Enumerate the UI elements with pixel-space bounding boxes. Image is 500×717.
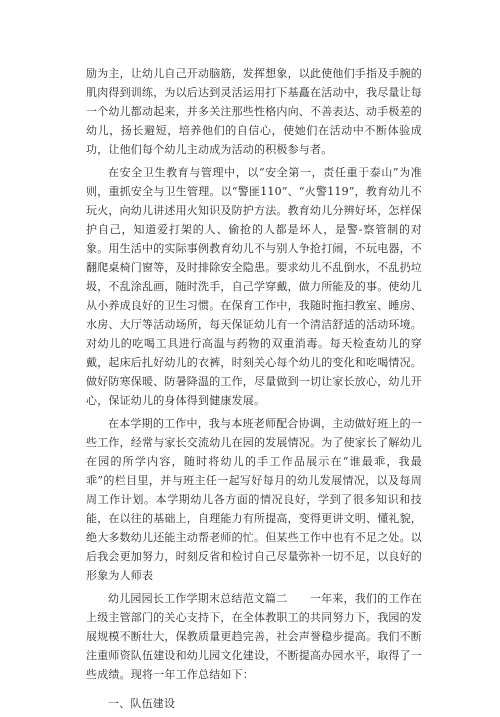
paragraph-1: 励为主，让幼儿自己开动脑筋，发挥想象，以此使他们手指及手腕的肌肉得到训练，为以后达到灵活运用打下基矗在活动中，我尽量让每一个幼儿都动起来，并多关注那些性格内向、不善表达、动手极差的幼儿，扬长避短，培养他们的自信心，使她们在活动中不断体验成功，让他们每个幼儿主动成为活动的积极参与者。 [86,67,422,156]
document-body [86,64,422,717]
section-heading-team: 一、队伍建设 [108,697,176,710]
paragraph-4-summary-intro: 幼儿园园长工作学期末总结范文篇二 一年来，我们的工作在上级主管部门的关心支持下，在全体教职工的共同努力下，我园的发展规模不断壮大，保教质量更趋完善，社会声誉稳步提高。我们不断注重师资队伍建设和幼儿园文化建设，不断提高办园水平，取得了一些成绩。现将一年工作总结如下： [86,592,422,681]
paragraph-3-cooperation: 在本学期的工作中，我与本班老师配合协调，主动做好班上的一些工作，经常与家长交流幼儿在园的发展情况。为了使家长了解幼儿在园的所学内容，随时将幼儿的手工作品展示在“谁最乖，我最乖”的栏目里，并与班主任一起写好每月的幼儿发展情况，以及每周周工作计划。本学期幼儿各方面的情况良好，学到了很多知识和技能，在以往的基础上，自理能力有所提高，变得更讲文明、懂礼貌，绝大多数幼儿还能主动帮老师的忙。但某些工作中也有不足之处。以后我会更加努力，时刻反省和检讨自己尽量弥补一切不足，以良好的形象为人师表 [86,417,422,582]
paragraph-2-safety: 在安全卫生教育与管理中，以“安全第一，责任重于泰山”为准则，重抓安全与卫生管理。以“警匪110”、“火警119”，教育幼儿不玩火，向幼儿讲述用火知识及防护方法。教育幼儿分辨好坏，怎样保护自己，知道爱打架的人、偷抢的人都是坏人，是警-察管制的对象。用生活中的实际事例教育幼儿不与别人争抢打闹，不玩电器，不翻爬桌椅门窗等，及时排除安全隐患。要求幼儿不乱倒水，不乱扔垃圾，不乱涂乱画，随时洗手，自己学穿戴，做力所能及的事。使幼儿从小养成良好的卫生习惯。在保育工作中，我随时拖扫教室、睡房、水房、大厅等活动场所，每天保证幼儿有一个清洁舒适的活动环境。对幼儿的吃喝工具进行高温与药物的双重消毒。每天检查幼儿的穿戴，起床后扎好幼儿的衣裤，时刻关心每个幼儿的变化和吃喝情况。做好防寒保暖、防暑降温的工作，尽量做到一切让家长放心，幼儿开心，保证幼儿的身体得到健康发展。 [86,166,422,407]
